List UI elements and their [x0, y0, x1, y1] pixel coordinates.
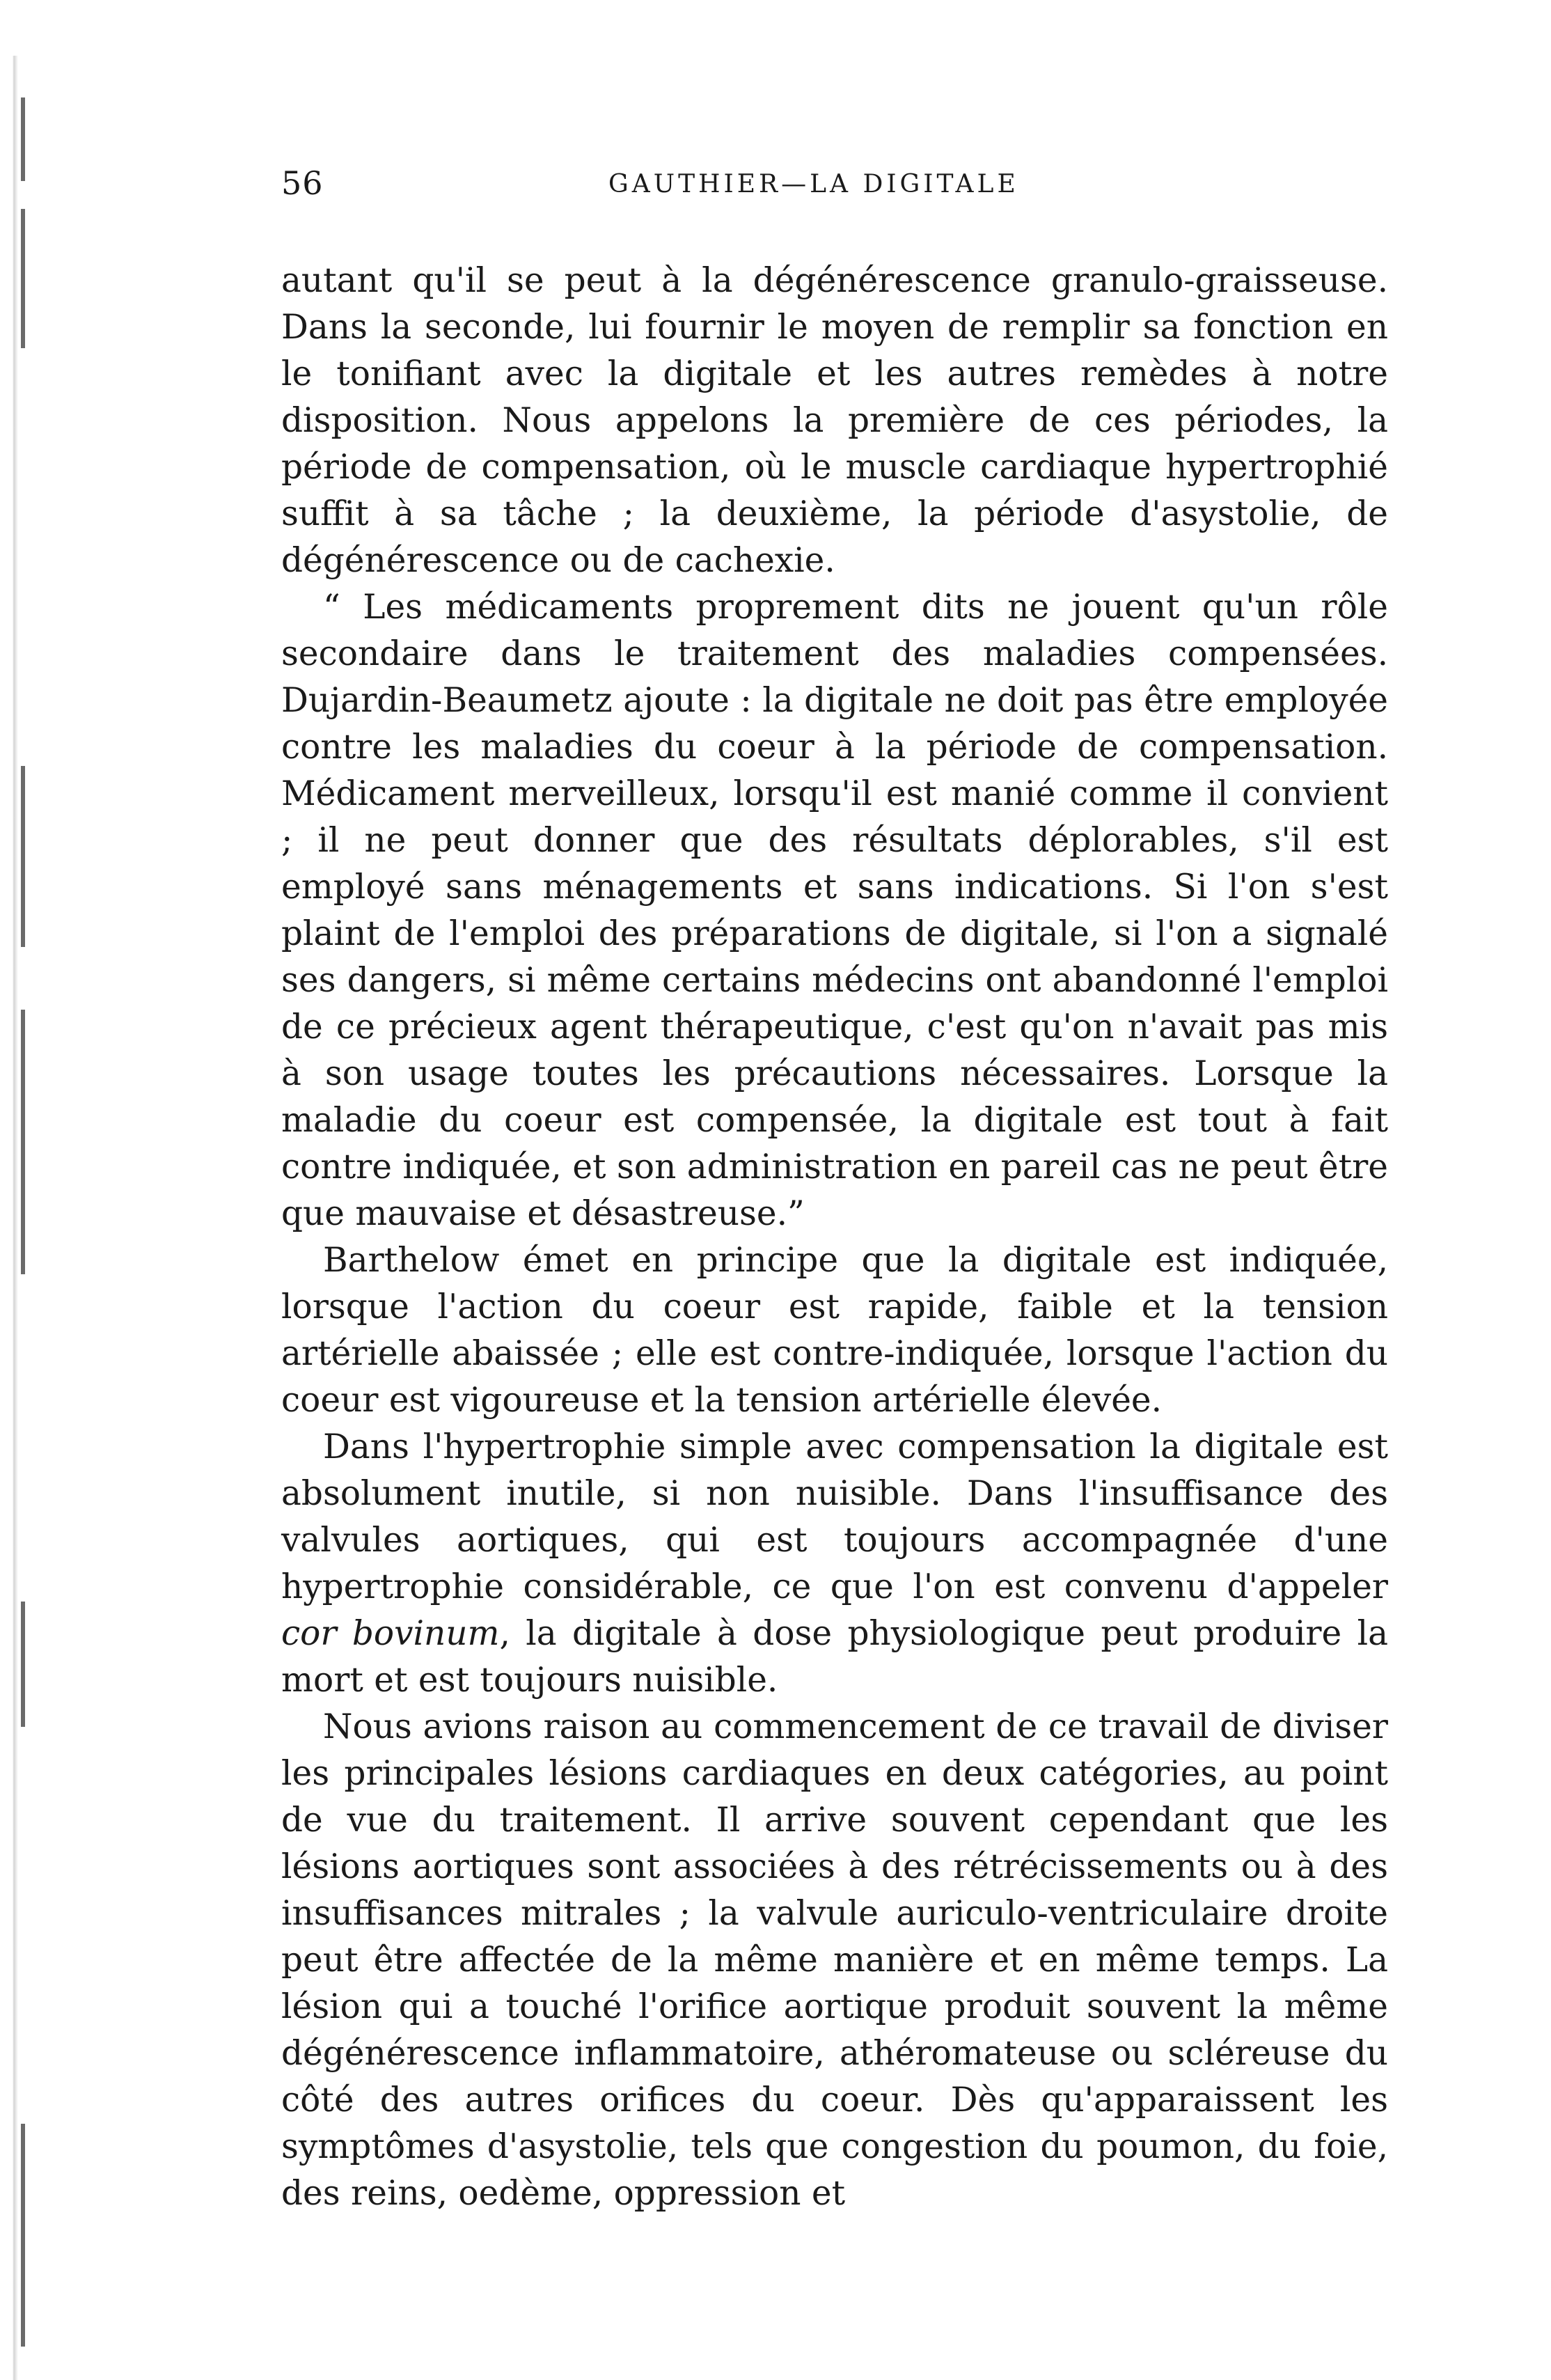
body-text	[281, 258, 1388, 2217]
scan-margin-mark	[21, 2124, 25, 2347]
paragraph: Nous avions raison au commencement de ce travail de diviser les principales lésions cardiaques en deux catégories, au point de vue du traitement. Il arrive souvent cependant que les lésions aortiques sont associées à des rétrécissements ou à des insuffisances mitrales ; la valvule auriculo-ventriculaire droite peut être affectée de la même manière et en même temps. La lésion qui a touché l'orifice aortique produit souvent la même dégénérescence inflammatoire, athéromateuse ou scléreuse du côté des autres orifices du coeur. Dès qu'apparaissent les symptômes d'asystolie, tels que congestion du poumon, du foie, des reins, oedème, oppression et	[281, 1707, 1388, 2213]
page-header	[281, 164, 1388, 220]
scan-margin-mark	[21, 766, 25, 947]
paragraph-quotation: “ Les médicaments proprement dits ne jouent qu'un rôle secondaire dans le traitement des maladies compensées. Dujardin-Beaumetz ajoute : la digitale ne doit pas être employée contre les maladies du coeur à la période de compensation. Médicament merveilleux, lorsqu'il est manié comme il convient ; il ne peut donner que des résultats déplorables, s'il est employé sans ménagements et sans indications. Si l'on s'est plaint de l'emploi des préparations de digitale, si l'on a signalé ses dangers, si même certains médecins ont abandonné l'emploi de ce précieux agent thérapeutique, c'est qu'on n'avait pas mis à son usage toutes les précautions nécessaires. Lorsque la maladie du coeur est compensée, la digitale est tout à fait contre indiquée, et son administration en pareil cas ne peut être que mauvaise et désastreuse.”	[281, 588, 1388, 1233]
paragraph-text: , la digitale à dose physiologique peut produire la mort et est toujours nuisible.	[281, 1614, 1388, 1700]
paragraph	[281, 1424, 1388, 1704]
scan-margin-mark	[21, 209, 25, 348]
running-head: GAUTHIER—LA DIGITALE	[608, 170, 1019, 198]
paragraph: Barthelow émet en principe que la digitale est indiquée, lorsque l'action du coeur est rapide, faible et la tension artérielle abaissée ; elle est contre-indiquée, lorsque l'action du coeur est vigoureuse et la tension artérielle élevée.	[281, 1241, 1388, 1420]
latin-term: cor bovinum	[281, 1614, 500, 1653]
scan-margin-mark	[21, 1602, 25, 1727]
page-number: 56	[281, 164, 324, 202]
paragraph: autant qu'il se peut à la dégénérescence granulo-graisseuse. Dans la seconde, lui fournir le moyen de remplir sa fonction en le tonifiant avec la digitale et les autres remèdes à notre disposition. Nous appelons la première de ces périodes, la période de compensation, où le muscle cardiaque hypertrophié suffit à sa tâche ; la deuxième, la période d'asystolie, de dégénérescence ou de cachexie.	[281, 261, 1388, 580]
paragraph-text: Dans l'hypertrophie simple avec compensation la digitale est absolument inutile, si non nuisible. Dans l'insuffisance des valvules aortiques, qui est toujours accompagnée d'une hypertrophie considérable, ce que l'on est convenu d'appeler	[281, 1427, 1388, 1606]
scan-margin-mark	[21, 1010, 25, 1274]
scan-margin-mark	[21, 97, 25, 181]
